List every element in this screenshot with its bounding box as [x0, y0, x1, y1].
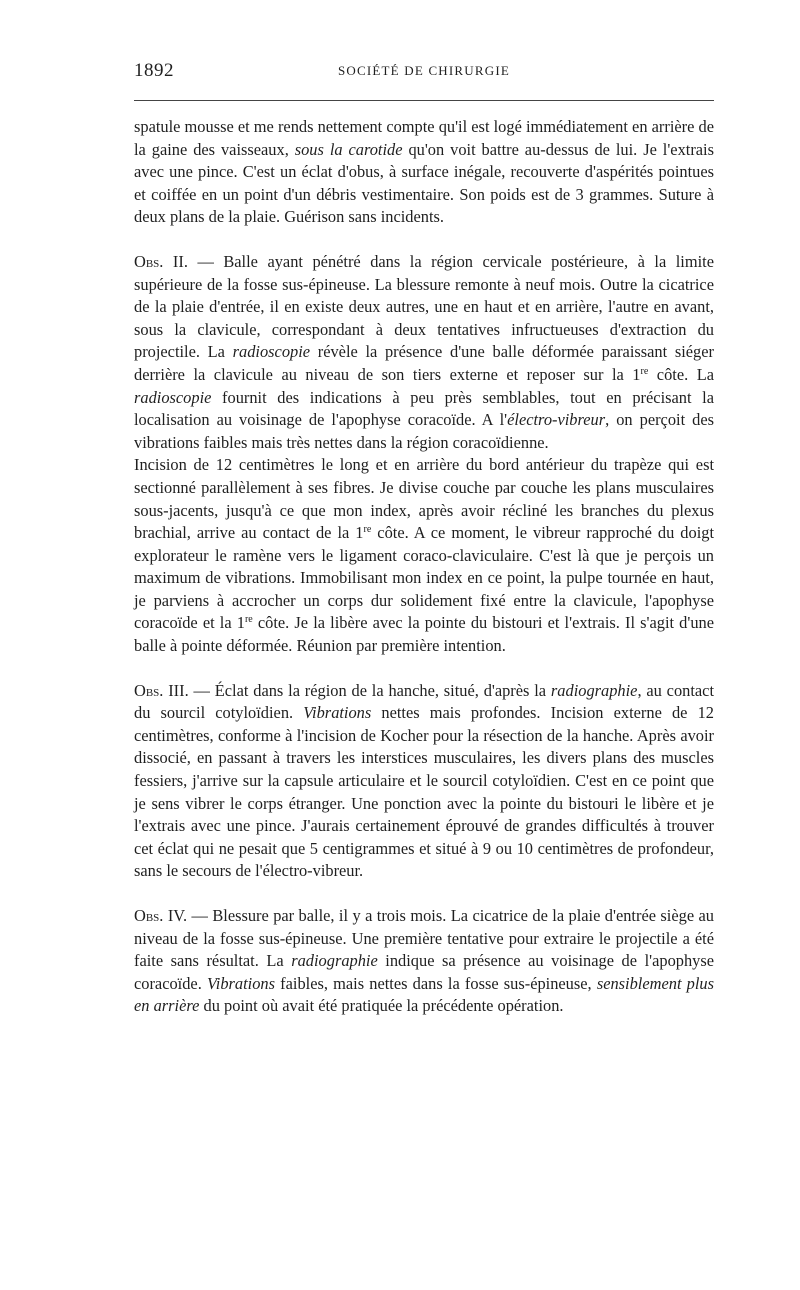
italic-run: radiographie — [550, 680, 638, 700]
paragraph-obs2-incision — [134, 454, 714, 657]
italic-run: Vibrations — [303, 703, 372, 723]
paragraph-gap — [134, 229, 714, 251]
superscript: re — [640, 365, 649, 377]
text-run: côte. A ce moment, le vibreur rapproché du doigt explorateur le ramène vers le ligament coraco-claviculaire. C'est là que je perçois un maximum de vibrations. Immobilisant mon index en ce point, la pulpe tournée en haut, je parviens à accrocher un corps dur solidement fixé entre la clavicule, l'apophyse coracoïde et la 1 — [134, 523, 715, 633]
running-head: SOCIÉTÉ DE CHIRURGIE — [337, 63, 511, 78]
header-rule — [134, 100, 714, 101]
text-run: qu'on voit battre au-dessus de lui. Je l'extrais avec une pince. C'est un éclat d'obus, à surface inégale, recouverte d'aspérités pointues et coiffée en un point d'un débris vestimentaire. Son poids est de 3 grammes. Suture à deux plans de la plaie. Guérison sans incidents. — [134, 139, 714, 227]
text-run: révèle la présence d'une balle déformée paraissant siéger derrière la clavicule au niveau de son tiers externe et reposer sur la 1 — [134, 342, 714, 384]
text-run: côte. La — [648, 364, 714, 384]
observation-label: Obs. IV. — [134, 906, 188, 925]
text-run: Incision de 12 centimètres le long et en arrière du bord antérieur du trapèze qui est sectionné parallèlement à ses fibres. Je divise couche par couche les plans musculaires sous-jacents, jusqu'à ce que mon index, après avoir récliné les branches du plexus brachial, arrive au contact de la 1 — [134, 455, 714, 543]
observation-label: Obs. II. — [134, 251, 188, 271]
page-number: 1892 — [134, 60, 174, 81]
body-text — [134, 116, 714, 1018]
text-run: — Balle ayant pénétré dans la région cervicale postérieure, à la limite supérieure de la fosse sus-épineuse. La blessure remonte à neuf mois. Outre la cicatrice de la plaie d'entrée, il en existe deux autres, une en haut et en arrière, l'autre en avant, sous la clavicule, correspondant à deux tentatives infructueuses d'extraction du projectile. La — [134, 251, 714, 362]
superscript: re — [363, 524, 372, 536]
text-run: nettes mais profondes. Incision externe de 12 centimètres, conforme à l'incision de Kocher pour la résection de la hanche. Après avoir dissocié, en passant à travers les interstices musculaires, les divers plans des muscles fessiers, j'arrive sur la capsule articulaire et le sourcil cotyloïdien. C'est en ce point que je sens vibrer le corps étranger. Une ponction avec la pointe du bistouri le libère et je l'extrais avec une pince. J'aurais certainement éprouvé de grandes difficultés à trouver cet éclat qui ne pesait que 5 centigrammes et situé à 9 ou 10 centimètres de profondeur, sans le secours de l'électro-vibreur. — [134, 703, 714, 881]
text-run: spatule mousse et me rends nettement compte qu'il est logé immédiatement en arrière de la gaine des vaisseaux, — [134, 117, 714, 159]
italic-run: sous la carotide — [294, 139, 403, 159]
paragraph-obs4 — [134, 905, 714, 1018]
paragraph-gap — [134, 658, 714, 680]
paragraph-obs1-end — [134, 116, 714, 229]
paragraph-obs3 — [134, 680, 714, 883]
text-run: , au contact du sourcil cotyloïdien. — [134, 680, 714, 723]
text-run: — Éclat dans la région de la hanche, situé, d'après la — [188, 680, 551, 700]
text-run: — Blessure par balle, il y a trois mois. La cicatrice de la plaie d'entrée siège au niveau de la fosse sus-épineuse. Une première tentative pour extraire le projectile a été faite sans résultat. La — [134, 906, 714, 971]
paragraph-obs2 — [134, 251, 714, 454]
italic-run: Vibrations — [206, 973, 275, 993]
italic-run: radioscopie — [134, 387, 212, 407]
italic-run: radiographie — [291, 951, 378, 971]
superscript: re — [244, 614, 253, 626]
text-run: fournit des indications à peu près semblables, tout en précisant la localisation au voisinage de l'apophyse coracoïde. A l' — [134, 387, 714, 430]
paragraph-gap — [134, 883, 714, 905]
text-run: du point où avait été pratiquée la précédente opération. — [199, 996, 564, 1016]
observation-label: Obs. III. — [134, 680, 189, 700]
italic-run: électro-vibreur — [507, 410, 606, 430]
text-run: indique sa présence au voisinage de l'apophyse coracoïde. — [134, 951, 714, 993]
italic-run: sensiblement plus en arrière — [134, 973, 714, 1016]
text-run: côte. Je la libère avec la pointe du bistouri et l'extrais. Il s'agit d'une balle à pointe déformée. Réunion par première intention. — [134, 613, 714, 656]
page-header — [134, 60, 714, 88]
text-run: faibles, mais nettes dans la fosse sus-épineuse, — [274, 973, 597, 993]
text-run: , on perçoit des vibrations faibles mais très nettes dans la région coracoïdienne. — [134, 410, 714, 452]
italic-run: radioscopie — [232, 342, 311, 362]
